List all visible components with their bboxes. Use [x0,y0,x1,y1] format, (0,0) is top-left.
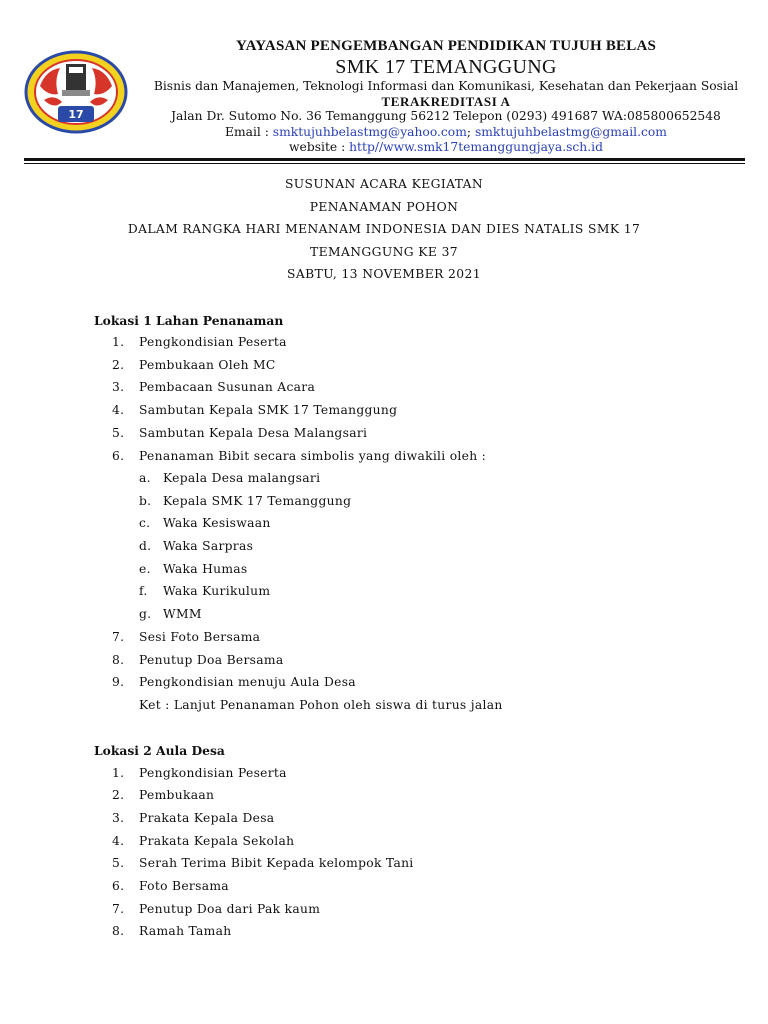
school-address: Jalan Dr. Sutomo No. 36 Temanggung 56212 Telepon (0293) 491687 WA:085800652548 [171,109,721,123]
list-item: 8. Penutup Doa Bersama [112,653,284,667]
list-item: 2. Pembukaan [112,788,215,802]
list-item: 5. Serah Terima Bibit Kepada kelompok Tani [112,856,414,870]
list-item: 6. Penanaman Bibit secara simbolis yang diwakili oleh : [112,449,487,463]
email-line [140,125,752,139]
list-item: 2. Pembukaan Oleh MC [112,358,276,372]
list-item: 6. Foto Bersama [112,879,229,893]
sub-list-item: e. Waka Humas [139,562,248,576]
sub-list-item: c. Waka Kesiswaan [139,516,271,530]
location-1-title: Lokasi 1 Lahan Penanaman [94,313,284,328]
accreditation: TERAKREDITASI A [381,94,511,109]
school-fields: Bisnis dan Manajemen, Teknologi Informasi dan Komunikasi, Kesehatan dan Pekerjaan Sosial [153,79,739,93]
list-item: 3. Prakata Kepala Desa [112,811,275,825]
sub-list-item: g. WMM [139,607,202,621]
location-2-title: Lokasi 2 Aula Desa [94,743,225,758]
title-line-2: PENANAMAN POHON [309,200,459,214]
title-line-5: SABTU, 13 NOVEMBER 2021 [287,267,481,281]
title-line-1: SUSUNAN ACARA KEGIATAN [284,177,484,191]
header-divider-thick [24,158,745,161]
website-line [140,140,752,154]
list-item: 5. Sambutan Kepala Desa Malangsari [112,426,368,440]
location-1-note: Ket : Lanjut Penanaman Pohon oleh siswa di turus jalan [139,698,503,712]
logo-number: 17 [68,108,84,121]
website-link[interactable]: http//www.smk17temanggungjaya.sch.id [349,140,603,154]
list-item: 7. Penutup Doa dari Pak kaum [112,902,321,916]
title-line-3: DALAM RANGKA HARI MENANAM INDONESIA DAN DIES NATALIS SMK 17 [127,222,641,236]
list-item: 9. Pengkondisian menuju Aula Desa [112,675,356,689]
list-item: 7. Sesi Foto Bersama [112,630,261,644]
list-item: 3. Pembacaan Susunan Acara [112,380,316,394]
title-line-4: TEMANGGUNG KE 37 [309,245,459,259]
email-separator: ; [466,125,475,139]
foundation-name: YAYASAN PENGEMBANGAN PENDIDIKAN TUJUH BELAS [235,38,657,54]
school-name: SMK 17 TEMANGGUNG [335,56,557,78]
email-label: Email : [225,125,273,139]
website-label: website : [289,140,350,154]
list-item: 8. Ramah Tamah [112,924,232,938]
email-link-yahoo[interactable]: smktujuhbelastmg@yahoo.com [272,125,467,139]
sub-list-item: d. Waka Sarpras [139,539,254,553]
sub-list-item: f. Waka Kurikulum [139,584,271,598]
sub-list-item: a. Kepala Desa malangsari [139,471,321,485]
list-item: 1. Pengkondisian Peserta [112,335,287,349]
email-link-gmail[interactable]: smktujuhbelastmg@gmail.com [474,125,667,139]
list-item: 4. Sambutan Kepala SMK 17 Temanggung [112,403,398,417]
list-item: 1. Pengkondisian Peserta [112,766,287,780]
header-divider-thin [24,163,745,164]
list-item: 4. Prakata Kepala Sekolah [112,834,295,848]
sub-list-item: b. Kepala SMK 17 Temanggung [139,494,352,508]
school-logo [24,50,128,134]
